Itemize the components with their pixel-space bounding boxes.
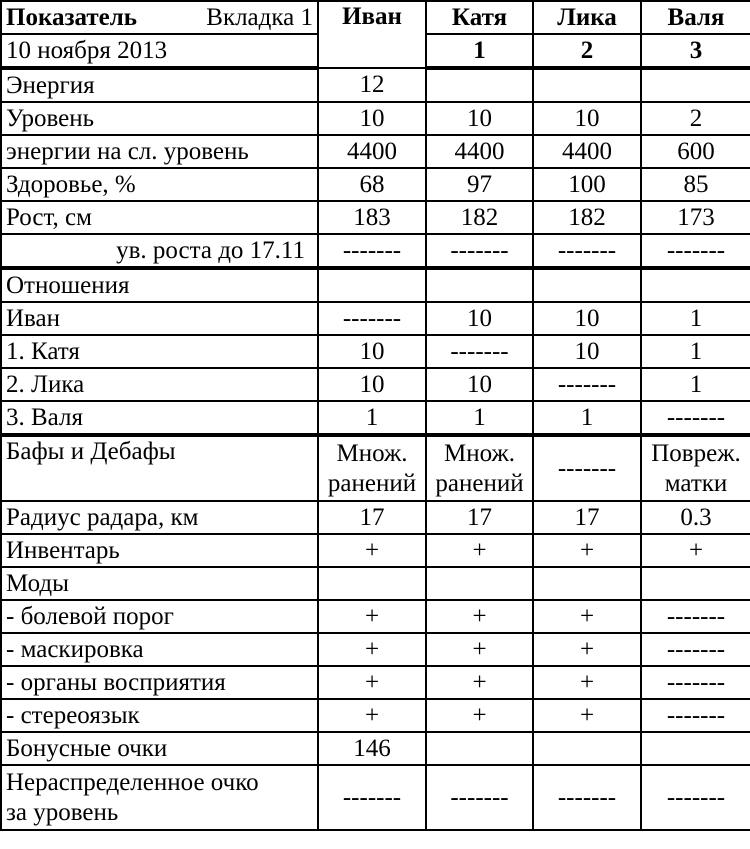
row-camo (1, 633, 750, 666)
cell-katya: + (426, 666, 533, 699)
cell-katya: 97 (426, 168, 533, 201)
cell-katya: 10 (426, 302, 533, 335)
cell-ivan: + (318, 633, 426, 666)
buff-line2: ранений (327, 469, 417, 497)
row-label: Уровень (1, 102, 318, 135)
cell-ivan: + (318, 699, 426, 732)
cell-lika (533, 732, 641, 765)
row-growth (1, 234, 750, 268)
cell-lika: + (533, 600, 641, 633)
col-header-valya: Валя (641, 1, 750, 34)
cell-lika: ------- (533, 368, 641, 401)
row-relations (1, 268, 750, 302)
cell-katya (426, 732, 533, 765)
col-num-valya: 3 (641, 34, 750, 68)
cell-valya: 2 (641, 102, 750, 135)
cell-ivan (318, 435, 426, 501)
cell-ivan: 1 (318, 401, 426, 435)
row-label: Бонусные очки (1, 732, 318, 765)
row-pain (1, 600, 750, 633)
cell-lika: 17 (533, 501, 641, 534)
cell-lika (533, 567, 641, 600)
row-label: Инвентарь (1, 534, 318, 567)
header-row-1 (1, 1, 750, 34)
row-next-level (1, 135, 750, 168)
row-level (1, 102, 750, 135)
cell-lika (533, 435, 641, 501)
row-label: - стереоязык (1, 699, 318, 732)
cell-katya: 4400 (426, 135, 533, 168)
row-label: Радиус радара, км (1, 501, 318, 534)
cell-valya (641, 268, 750, 302)
row-label: Моды (1, 567, 318, 600)
row-unallocated (1, 765, 750, 830)
row-stereo (1, 699, 750, 732)
row-label: - органы восприятия (1, 666, 318, 699)
row-health (1, 168, 750, 201)
cell-ivan: + (318, 600, 426, 633)
row-label: Рост, см (1, 201, 318, 234)
row-label: - маскировка (1, 633, 318, 666)
cell-lika: 10 (533, 302, 641, 335)
row-senses (1, 666, 750, 699)
cell-valya: + (641, 534, 750, 567)
row-rel-lika (1, 368, 750, 401)
col-header-ivan: Иван (318, 1, 426, 68)
cell-ivan: 10 (318, 102, 426, 135)
cell-katya: + (426, 534, 533, 567)
cell-valya: 600 (641, 135, 750, 168)
cell-lika: 100 (533, 168, 641, 201)
row-label-line1: Нераспределенное очко (6, 768, 259, 796)
cell-valya: ------- (641, 234, 750, 268)
cell-lika: ------- (533, 765, 641, 830)
row-buffs (1, 435, 750, 501)
cell-valya: 173 (641, 201, 750, 234)
cell-lika: 4400 (533, 135, 641, 168)
row-rel-katya (1, 335, 750, 368)
cell-lika: + (533, 534, 641, 567)
cell-lika: 10 (533, 102, 641, 135)
cell-katya (426, 435, 533, 501)
cell-ivan: ------- (318, 302, 426, 335)
cell-katya: ------- (426, 234, 533, 268)
header-label-cell (1, 1, 318, 34)
cell-ivan: 146 (318, 732, 426, 765)
col-header-lika: Лика (533, 1, 641, 34)
cell-lika (533, 268, 641, 302)
cell-ivan: 183 (318, 201, 426, 234)
cell-valya (641, 435, 750, 501)
cell-lika: + (533, 699, 641, 732)
cell-katya: 17 (426, 501, 533, 534)
row-height (1, 201, 750, 234)
cell-valya: 1 (641, 368, 750, 401)
cell-valya (641, 68, 750, 102)
buff-line2: матки (664, 469, 728, 497)
cell-katya: 182 (426, 201, 533, 234)
cell-lika: + (533, 633, 641, 666)
cell-katya: + (426, 600, 533, 633)
buff-line1: Множ. (336, 439, 408, 467)
cell-valya: ------- (641, 666, 750, 699)
cell-ivan: ------- (318, 234, 426, 268)
cell-katya: 10 (426, 368, 533, 401)
cell-ivan: + (318, 534, 426, 567)
cell-katya: + (426, 699, 533, 732)
row-label: Иван (1, 302, 318, 335)
cell-valya (641, 732, 750, 765)
cell-ivan: 68 (318, 168, 426, 201)
cell-ivan (318, 567, 426, 600)
cell-katya (426, 68, 533, 102)
col-num-katya: 1 (426, 34, 533, 68)
cell-lika: ------- (533, 234, 641, 268)
cell-lika: 1 (533, 401, 641, 435)
row-label: 3. Валя (1, 401, 318, 435)
cell-katya: ------- (426, 765, 533, 830)
row-label: Бафы и Дебафы (1, 435, 318, 501)
cell-ivan: 4400 (318, 135, 426, 168)
row-inventory (1, 534, 750, 567)
cell-valya: 0.3 (641, 501, 750, 534)
cell-ivan: 10 (318, 335, 426, 368)
cell-katya: 10 (426, 102, 533, 135)
row-label: Энергия (1, 68, 318, 102)
cell-ivan: 17 (318, 501, 426, 534)
row-mods (1, 567, 750, 600)
row-bonus (1, 732, 750, 765)
row-rel-ivan (1, 302, 750, 335)
col-header-katya: Катя (426, 1, 533, 34)
cell-valya: ------- (641, 699, 750, 732)
row-label: энергии на сл. уровень (1, 135, 318, 168)
buff-line1: Повреж. (651, 439, 741, 467)
cell-ivan (318, 268, 426, 302)
cell-valya: ------- (641, 633, 750, 666)
row-label-line2: за уровень (6, 798, 119, 826)
cell-lika: 182 (533, 201, 641, 234)
cell-katya (426, 567, 533, 600)
row-label: - болевой порог (1, 600, 318, 633)
cell-katya: ------- (426, 335, 533, 368)
cell-valya: 1 (641, 335, 750, 368)
row-label: Отношения (1, 268, 318, 302)
cell-ivan: ------- (318, 765, 426, 830)
row-label: ув. роста до 17.11 (1, 234, 318, 268)
cell-valya (641, 567, 750, 600)
col-num-lika: 2 (533, 34, 641, 68)
cell-ivan: + (318, 666, 426, 699)
row-label: 2. Лика (1, 368, 318, 401)
header-tab: Вкладка 1 (206, 3, 313, 31)
header-label: Показатель (6, 3, 137, 31)
cell-ivan: 12 (318, 68, 426, 102)
row-label: Здоровье, % (1, 168, 318, 201)
row-radar (1, 501, 750, 534)
buff-line1: ------- (557, 454, 617, 482)
cell-lika (533, 68, 641, 102)
cell-lika: 10 (533, 335, 641, 368)
cell-valya: ------- (641, 765, 750, 830)
cell-valya: 85 (641, 168, 750, 201)
header-date: 10 ноября 2013 (1, 34, 318, 68)
row-energy (1, 68, 750, 102)
cell-lika: + (533, 666, 641, 699)
cell-valya: 1 (641, 302, 750, 335)
row-label (1, 765, 318, 830)
cell-valya: ------- (641, 401, 750, 435)
buff-line2: ранений (435, 469, 524, 497)
cell-valya: ------- (641, 600, 750, 633)
cell-katya: + (426, 633, 533, 666)
row-rel-valya (1, 401, 750, 435)
buff-line1: Множ. (443, 439, 515, 467)
row-label: 1. Катя (1, 335, 318, 368)
cell-katya (426, 268, 533, 302)
cell-katya: 1 (426, 401, 533, 435)
cell-ivan: 10 (318, 368, 426, 401)
